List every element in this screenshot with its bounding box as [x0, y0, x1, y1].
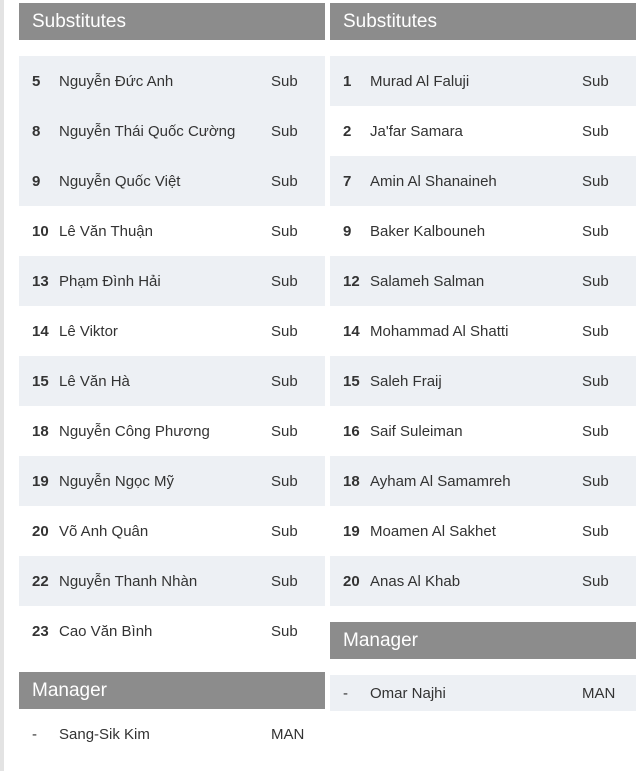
- player-name: Amin Al Shanaineh: [370, 172, 497, 190]
- player-number: 13: [32, 272, 49, 290]
- player-position: Sub: [271, 72, 298, 90]
- list-item: [19, 156, 325, 206]
- player-position: Sub: [582, 222, 609, 240]
- player-position: Sub: [582, 122, 609, 140]
- player-position: Sub: [271, 322, 298, 340]
- player-number: 12: [343, 272, 360, 290]
- list-item: [330, 256, 636, 306]
- player-name: Murad Al Faluji: [370, 72, 470, 90]
- player-position: Sub: [582, 422, 609, 440]
- player-name: Baker Kalbouneh: [370, 222, 486, 240]
- list-item: [19, 456, 325, 506]
- player-position: Sub: [582, 322, 609, 340]
- player-number: 20: [343, 572, 360, 590]
- player-number: 14: [32, 322, 49, 340]
- left-border: [0, 0, 4, 771]
- player-number: 16: [343, 422, 360, 440]
- left-team-column: [19, 3, 325, 759]
- player-name: Nguyễn Công Phương: [59, 422, 210, 440]
- player-name: Nguyễn Thái Quốc Cường: [59, 122, 236, 140]
- player-position: Sub: [271, 622, 298, 640]
- player-name: Nguyễn Thanh Nhàn: [59, 572, 198, 590]
- left-manager-header: Manager: [19, 672, 325, 709]
- player-position: Sub: [271, 222, 298, 240]
- manager-number: -: [32, 725, 37, 743]
- player-name: Ayham Al Samamreh: [370, 472, 511, 490]
- player-name: Ja'far Samara: [370, 122, 463, 140]
- player-name: Salameh Salman: [370, 272, 485, 290]
- player-name: Võ Anh Quân: [59, 522, 149, 540]
- list-item: [330, 556, 636, 606]
- right-substitutes-header: Substitutes: [330, 3, 636, 40]
- player-name: Lê Văn Thuận: [59, 222, 153, 240]
- player-position: Sub: [582, 572, 609, 590]
- manager-number: -: [343, 684, 348, 702]
- player-number: 19: [343, 522, 360, 540]
- player-name: Cao Văn Bình: [59, 622, 153, 640]
- list-item: [19, 56, 325, 106]
- player-number: 1: [343, 72, 352, 90]
- player-position: Sub: [582, 272, 609, 290]
- player-position: Sub: [271, 372, 298, 390]
- player-name: Nguyễn Ngọc Mỹ: [59, 472, 175, 490]
- player-number: 14: [343, 322, 360, 340]
- player-name: Mohammad Al Shatti: [370, 322, 509, 340]
- player-number: 18: [343, 472, 360, 490]
- list-item: [330, 306, 636, 356]
- list-item: [19, 606, 325, 656]
- player-position: Sub: [271, 522, 298, 540]
- manager-position: MAN: [582, 684, 616, 702]
- player-number: 9: [343, 222, 352, 240]
- list-item: [19, 506, 325, 556]
- player-name: Moamen Al Sakhet: [370, 522, 496, 540]
- player-name: Nguyễn Quốc Việt: [59, 172, 181, 190]
- manager-name: Sang-Sik Kim: [59, 725, 150, 743]
- player-name: Lê Văn Hà: [59, 372, 130, 390]
- player-position: Sub: [271, 172, 298, 190]
- player-number: 8: [32, 122, 41, 140]
- player-name: Anas Al Khab: [370, 572, 461, 590]
- left-manager-row: [19, 709, 325, 759]
- manager-position: MAN: [271, 725, 305, 743]
- right-team-column: [330, 3, 636, 711]
- list-item: [330, 156, 636, 206]
- player-position: Sub: [271, 422, 298, 440]
- player-number: 20: [32, 522, 49, 540]
- player-position: Sub: [271, 272, 298, 290]
- player-position: Sub: [582, 472, 609, 490]
- player-number: 15: [32, 372, 49, 390]
- player-number: 7: [343, 172, 352, 190]
- left-substitutes-header: Substitutes: [19, 3, 325, 40]
- player-position: Sub: [582, 522, 609, 540]
- player-position: Sub: [582, 372, 609, 390]
- list-item: [330, 56, 636, 106]
- player-position: Sub: [271, 122, 298, 140]
- list-item: [19, 256, 325, 306]
- left-substitutes-list: [19, 56, 325, 656]
- list-item: [19, 306, 325, 356]
- list-item: [19, 406, 325, 456]
- player-number: 23: [32, 622, 49, 640]
- player-name: Saif Suleiman: [370, 422, 463, 440]
- list-item: [330, 506, 636, 556]
- right-manager-row: [330, 675, 636, 711]
- list-item: [330, 356, 636, 406]
- player-number: 15: [343, 372, 360, 390]
- list-item: [19, 356, 325, 406]
- list-item: [19, 206, 325, 256]
- list-item: [330, 206, 636, 256]
- player-position: Sub: [271, 572, 298, 590]
- player-number: 10: [32, 222, 49, 240]
- player-number: 9: [32, 172, 41, 190]
- player-position: Sub: [582, 172, 609, 190]
- list-item: [19, 106, 325, 156]
- manager-name: Omar Najhi: [370, 684, 446, 702]
- player-number: 19: [32, 472, 49, 490]
- player-name: Nguyễn Đức Anh: [59, 72, 174, 90]
- player-position: Sub: [271, 472, 298, 490]
- player-name: Saleh Fraij: [370, 372, 442, 390]
- list-item: [330, 456, 636, 506]
- player-number: 22: [32, 572, 49, 590]
- player-name: Lê Viktor: [59, 322, 118, 340]
- list-item: [330, 106, 636, 156]
- player-position: Sub: [582, 72, 609, 90]
- player-number: 18: [32, 422, 49, 440]
- right-substitutes-list: [330, 56, 636, 606]
- list-item: [19, 556, 325, 606]
- player-number: 5: [32, 72, 41, 90]
- right-manager-header: Manager: [330, 622, 636, 659]
- player-number: 2: [343, 122, 352, 140]
- player-name: Phạm Đình Hải: [59, 272, 161, 290]
- list-item: [330, 406, 636, 456]
